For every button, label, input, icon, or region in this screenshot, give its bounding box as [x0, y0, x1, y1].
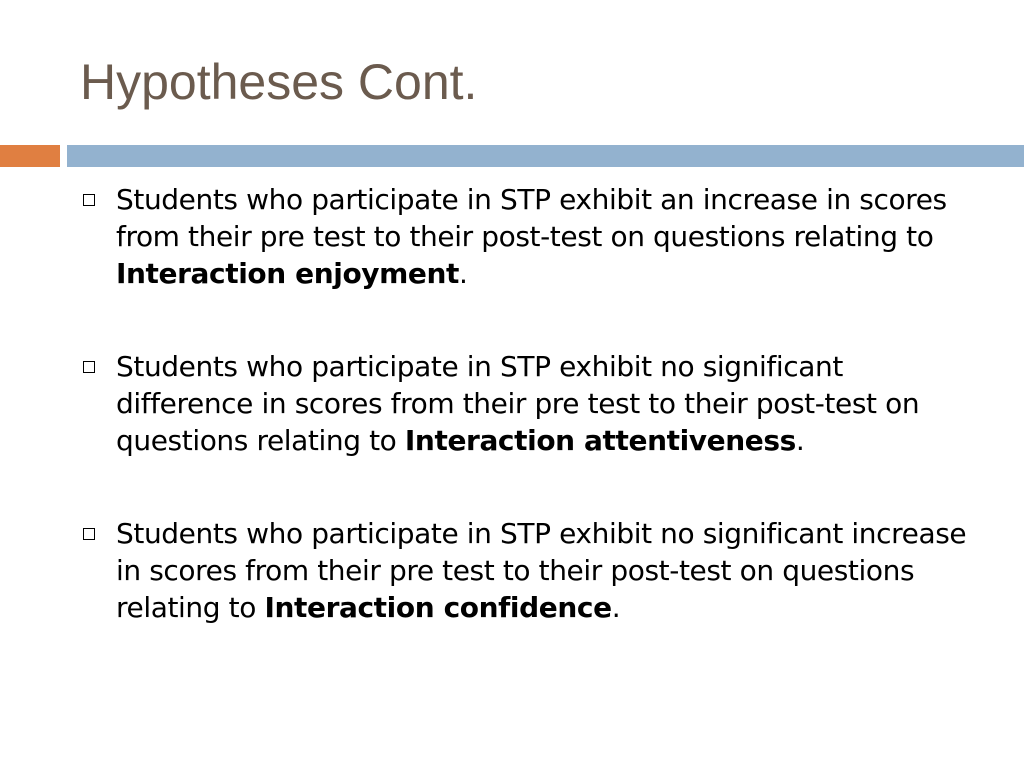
accent-bar-orange [0, 145, 60, 167]
bullet-text: Students who participate in STP exhibit no significant difference in scores from their pre test to their post-test on questions relating to [116, 350, 920, 457]
bullet-list [80, 181, 980, 682]
square-bullet-icon [83, 194, 95, 206]
square-bullet-icon [83, 528, 95, 540]
bullet-item-enjoyment [80, 181, 980, 292]
bullet-emphasis: Interaction confidence [264, 591, 612, 624]
bullet-item-confidence [80, 515, 980, 626]
square-bullet-icon [83, 361, 95, 373]
bullet-item-attentiveness [80, 348, 980, 459]
bullet-text: Students who participate in STP exhibit no significant increase in scores from their pre test to their post-test on questions relating to [116, 517, 967, 624]
bullet-text: Students who participate in STP exhibit an increase in scores from their pre test to their post-test on questions relating to [116, 183, 947, 253]
bullet-suffix: . [611, 591, 621, 624]
bullet-emphasis: Interaction attentiveness [404, 424, 796, 457]
bullet-emphasis: Interaction enjoyment [116, 257, 460, 290]
slide-title: Hypotheses Cont. [80, 54, 478, 110]
bullet-suffix: . [459, 257, 468, 290]
accent-bar-blue [67, 145, 1024, 167]
bullet-suffix: . [795, 424, 805, 457]
